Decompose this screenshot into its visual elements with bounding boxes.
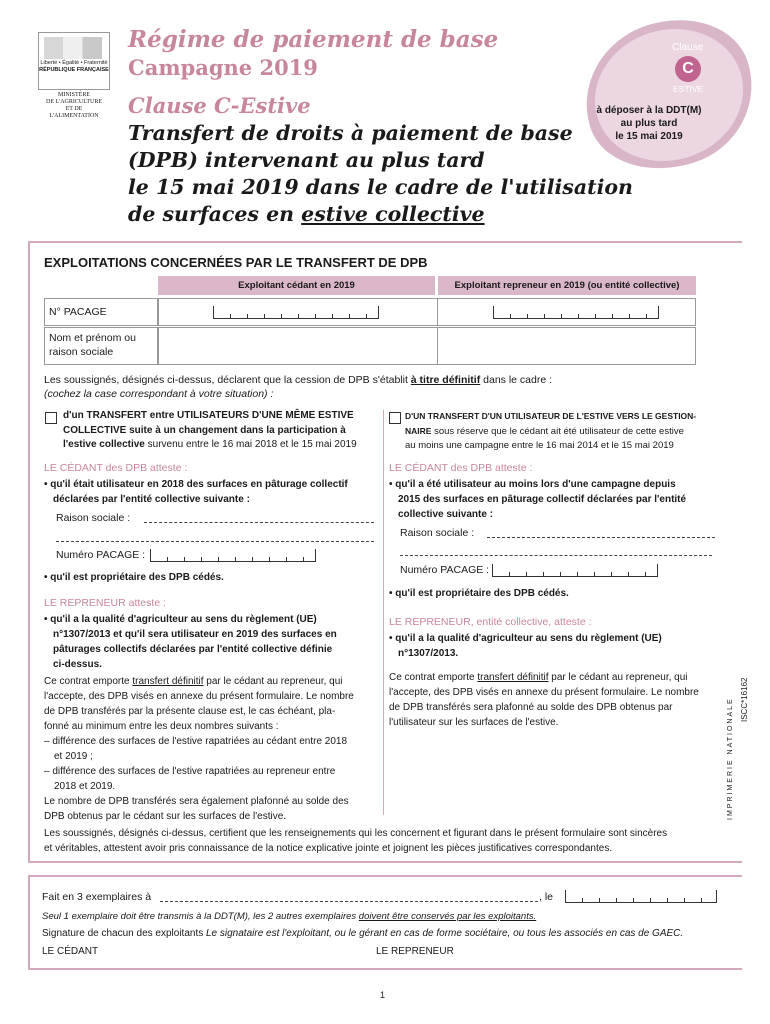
marianne-icon <box>44 37 102 59</box>
ministere-l1: MINISTÈRE <box>58 92 90 98</box>
isoc-label: ISCC*16162 <box>740 677 749 722</box>
right-opt-l3: au moins une campagne entre le 16 mai 2014 et le 15 mai 2019 <box>405 440 674 451</box>
right-p-l3: de DPB transférés sera plafonné au solde des DPB obtenus par <box>389 702 673 713</box>
deposer-l3: le 15 mai 2019 <box>615 131 683 142</box>
option-left-text <box>63 409 375 453</box>
left-raison-input[interactable] <box>144 522 374 523</box>
regime-title: Régime de paiement de base <box>128 26 499 53</box>
left-p-l4: fonné au minimum entre les deux nombres suivants : <box>44 721 279 732</box>
option-right-text <box>405 409 717 454</box>
ministere-l3: ET DE <box>65 106 83 112</box>
ministere-l4: L'ALIMENTATION <box>49 113 99 119</box>
date-label: , le <box>539 891 554 903</box>
left-p-l5: – différence des surfaces de l'estive rapatriées au cédant entre 2018 <box>44 736 348 747</box>
sig-b: Le signataire est l'exploitant, ou le gérant en cas de forme sociétaire, ou tous les associés en cas de GAEC. <box>206 928 684 939</box>
column-divider <box>383 410 384 815</box>
seul-a: Seul 1 exemplaire doit être transmis à la DDT(M), les 2 autres exemplaires <box>42 911 359 922</box>
left-numero-input[interactable] <box>150 549 316 562</box>
right-repreneur-r1 <box>389 631 662 661</box>
left-raison-label: Raison sociale : <box>56 512 131 524</box>
cedant-signature-area[interactable] <box>42 958 362 966</box>
fait-lieu-input[interactable] <box>160 901 538 902</box>
logo-motto: Liberté • Égalité • Fraternité <box>40 60 108 66</box>
row-label-pacage: N° PACAGE <box>44 298 158 326</box>
badge-letter: C <box>675 56 701 82</box>
left-p-l1a: Ce contrat emporte <box>44 676 133 687</box>
intro-line2: (cochez la case correspondant à votre situation) : <box>44 388 274 400</box>
left-cedant-c1 <box>44 477 348 507</box>
cedant-signature-label: LE CÉDANT <box>42 946 99 957</box>
right-r1-l2: n°1307/2013. <box>398 648 459 659</box>
nom-cedant-input[interactable] <box>158 327 438 365</box>
main-title-l4b: estive collective <box>301 202 485 226</box>
right-opt-l2 <box>405 424 717 440</box>
right-raison-label: Raison sociale : <box>400 527 475 539</box>
left-c1-l1: • qu'il était utilisateur en 2018 des surfaces en pâturage collectif <box>44 479 348 490</box>
right-raison-input-2[interactable] <box>400 555 712 556</box>
right-paragraph <box>389 670 719 730</box>
left-p-l8: 2018 et 2019. <box>54 781 116 792</box>
right-p-l1 <box>389 670 719 685</box>
right-r1-l1: • qu'il a la qualité d'agriculteur au sens du règlement (UE) <box>389 633 662 644</box>
row-label-nom-l1: Nom et prénom ou <box>49 332 136 344</box>
left-opt-l1: d'un TRANSFERT entre UTILISATEURS D'UNE MÊME ESTIVE <box>63 410 354 421</box>
row-label-nom <box>44 327 158 365</box>
repreneur-signature-area[interactable] <box>376 958 716 966</box>
left-r1-l1: • qu'il a la qualité d'agriculteur au sens du règlement (UE) <box>44 614 317 625</box>
left-p-l3: de DPB transférés par la présente clause est, le cas échéant, pla- <box>44 706 336 717</box>
signature-note <box>42 926 683 941</box>
fait-label: Fait en 3 exemplaires à <box>42 891 152 903</box>
left-opt-l3b: survenu entre le 16 mai 2018 et le 15 mai 2019 <box>144 439 357 450</box>
intro-l1c: dans le cadre : <box>480 374 553 386</box>
pacage-repreneur-input[interactable] <box>493 306 659 319</box>
left-repreneur-r1 <box>44 612 374 672</box>
main-title-l1: Transfert de droits à paiement de base <box>128 121 573 145</box>
right-c1-l3: collective suivante : <box>398 509 494 520</box>
col-header-repreneur: Exploitant repreneur en 2019 (ou entité collective) <box>438 276 696 295</box>
right-p-l1c: par le cédant au repreneur, qui <box>548 672 688 683</box>
right-p-l1b: transfert définitif <box>477 672 549 683</box>
right-numero-input[interactable] <box>492 564 658 577</box>
left-p-l6: et 2019 ; <box>54 751 93 762</box>
left-p-l10: DPB obtenus par le cédant sur les surfaces de l'estive. <box>44 811 287 822</box>
left-c1-l2: déclarées par l'entité collective suivante : <box>53 494 250 505</box>
left-cedant-title: LE CÉDANT des DPB atteste : <box>44 462 188 474</box>
left-p-l1 <box>44 674 378 689</box>
main-title-l3: le 15 mai 2019 dans le cadre de l'utilisation <box>128 175 633 199</box>
sig-a: Signature de chacun des exploitants <box>42 928 206 939</box>
left-r1-l2: n°1307/2013 et qu'il sera utilisateur en 2019 des surfaces en <box>53 629 337 640</box>
right-p-l4: l'utilisateur sur les surfaces de l'estive. <box>389 717 559 728</box>
intro-line1 <box>44 373 552 388</box>
right-p-l2: l'accepte, des DPB visés en annexe du présent formulaire. Le nombre <box>389 687 699 698</box>
left-p-l7: – différence des surfaces de l'estive rapatriées au repreneur entre <box>44 766 336 777</box>
certification-text <box>44 826 667 856</box>
nom-repreneur-input[interactable] <box>437 327 696 365</box>
option-right-checkbox[interactable] <box>389 412 401 424</box>
right-cedant-title: LE CÉDANT des DPB atteste : <box>389 462 533 474</box>
certif-l1: Les soussignés, désignés ci-dessus, certifient que les renseignements qui les concernent et figurant dans le présent formulaire sont sincères <box>44 828 668 839</box>
right-opt-l2a: NAIRE <box>405 425 432 436</box>
left-p-l9: Le nombre de DPB transférés sera également plafonné au solde des <box>44 796 349 807</box>
badge-clause-label: Clause <box>672 42 704 53</box>
left-numero-label: Numéro PACAGE : <box>56 549 146 561</box>
deposer-l1: à déposer à la DDT(M) <box>596 105 702 116</box>
left-p-l1c: par le cédant au repreneur, qui <box>203 676 343 687</box>
right-raison-input[interactable] <box>487 537 715 538</box>
left-p-l2: l'accepte, des DPB visés en annexe du présent formulaire. Le nombre <box>44 691 354 702</box>
intro-l1a: Les soussignés, désignés ci-dessus, déclarent que la cession de DPB s'établit <box>44 374 411 386</box>
badge-estive-label: ESTIVE <box>673 84 704 94</box>
section-title: EXPLOITATIONS CONCERNÉES PAR LE TRANSFERT DE DPB <box>44 255 428 270</box>
left-r1-l4: ci-dessus. <box>53 659 102 670</box>
right-numero-label: Numéro PACAGE : <box>400 564 490 576</box>
clause-title: Clause C-Estive <box>128 93 311 118</box>
imprimerie-label: IMPRIMERIE NATIONALE <box>727 697 734 820</box>
left-raison-input-2[interactable] <box>56 541 374 542</box>
right-c2: • qu'il est propriétaire des DPB cédés. <box>389 588 569 599</box>
main-title-l4a: de surfaces en <box>128 202 302 226</box>
option-left-checkbox[interactable] <box>45 412 57 424</box>
right-opt-l1: D'UN TRANSFERT D'UN UTILISATEUR DE L'ESTIVE VERS LE GESTION- <box>405 411 697 421</box>
row-label-nom-l2: raison sociale <box>49 346 114 358</box>
left-c2: • qu'il est propriétaire des DPB cédés. <box>44 572 224 583</box>
left-repreneur-title: LE REPRENEUR atteste : <box>44 597 166 609</box>
right-c1-l2: 2015 des surfaces en pâturage collectif déclarées par l'entité <box>398 494 687 505</box>
pacage-cedant-input[interactable] <box>213 306 379 319</box>
exemplaire-note <box>42 909 536 924</box>
intro-l1b: à titre définitif <box>410 374 481 386</box>
main-title-l4 <box>128 201 688 228</box>
seul-b: doivent être conservés par les exploitants. <box>358 911 537 922</box>
logo-text <box>38 60 110 74</box>
campagne-title: Campagne 2019 <box>128 55 318 80</box>
logo-republique: RÉPUBLIQUE FRANÇAISE <box>39 67 109 73</box>
date-input[interactable] <box>565 890 717 903</box>
right-repreneur-title: LE REPRENEUR, entité collective, atteste : <box>389 616 592 628</box>
left-p-l1b: transfert définitif <box>132 676 204 687</box>
left-paragraph <box>44 674 378 824</box>
right-c1-l1: • qu'il a été utilisateur au moins lors d'une campagne depuis <box>389 479 676 490</box>
right-cedant-c1 <box>389 477 686 522</box>
ministere-l2: DE L'AGRICULTURE <box>45 99 103 105</box>
right-p-l1a: Ce contrat emporte <box>389 672 478 683</box>
main-title-l2: (DPB) intervenant au plus tard <box>128 148 485 172</box>
deposer-note <box>596 104 702 143</box>
certif-l2: et véritables, attestent avoir pris connaissance de la notice explicative jointe et joignent les pièces justificatives correspondantes. <box>44 843 613 854</box>
left-opt-l3 <box>63 438 375 453</box>
page-number: 1 <box>380 990 386 1000</box>
right-opt-l2b: sous réserve que le cédant ait été utilisateur de cette estive <box>431 425 684 437</box>
left-opt-l3a: l'estive collective <box>63 439 145 450</box>
left-r1-l3: pâturages collectifs déclarées par l'entité collective définie <box>53 644 333 655</box>
col-header-cedant: Exploitant cédant en 2019 <box>158 276 435 295</box>
repreneur-signature-label: LE REPRENEUR <box>376 946 454 957</box>
left-opt-l2: COLLECTIVE suite à un changement dans la participation à <box>63 424 346 436</box>
deposer-l2: au plus tard <box>620 118 678 129</box>
ministere-label <box>38 92 110 120</box>
